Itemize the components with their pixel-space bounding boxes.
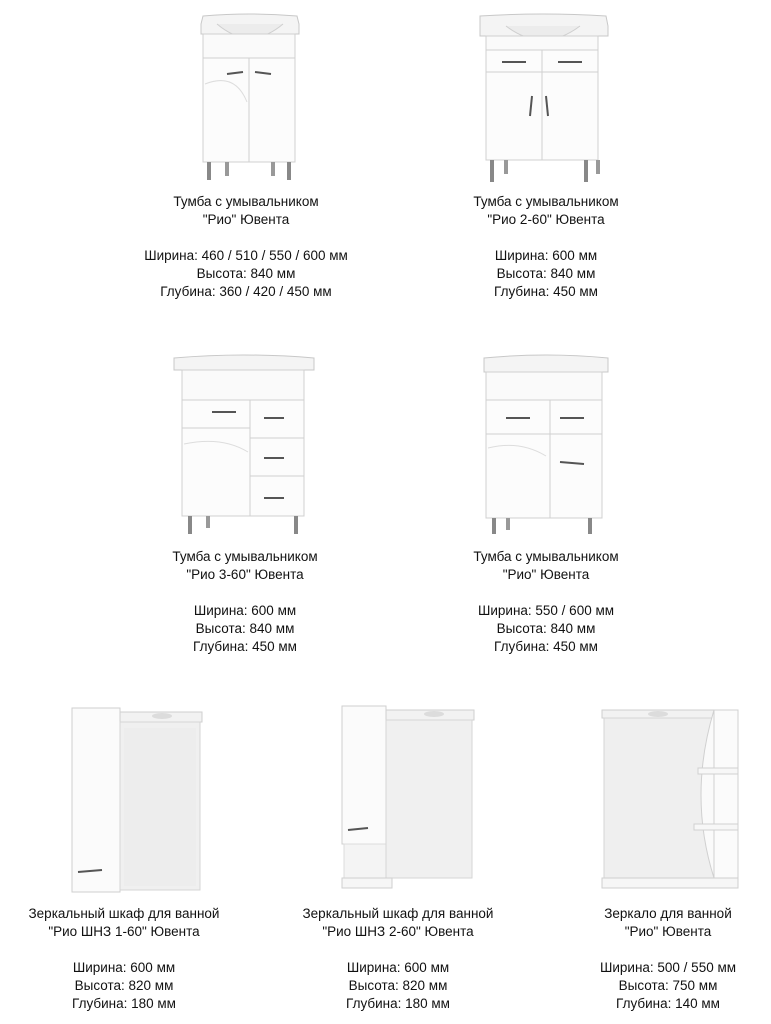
product-caption-6 <box>303 905 494 1013</box>
product-caption-5 <box>29 905 220 1013</box>
product-height: Высота: 840 мм <box>196 266 296 281</box>
product-height: Высота: 820 мм <box>74 978 174 993</box>
product-name-line2: "Рио 2-60" Ювента <box>487 212 605 227</box>
product-name-line1: Тумба с умывальником <box>473 549 619 564</box>
vanity-rio-3-60-image <box>172 352 317 537</box>
product-depth: Глубина: 140 мм <box>616 996 720 1011</box>
product-width: Ширина: 600 мм <box>494 248 598 263</box>
product-depth: Глубина: 360 / 420 / 450 мм <box>160 284 332 299</box>
product-depth: Глубина: 450 мм <box>494 639 598 654</box>
product-height: Высота: 750 мм <box>618 978 718 993</box>
product-caption-7 <box>600 905 736 1013</box>
product-name-line2: "Рио" Ювента <box>502 567 590 582</box>
product-name-line1: Зеркальный шкаф для ванной <box>28 906 220 921</box>
product-height: Высота: 840 мм <box>496 621 596 636</box>
product-width: Ширина: 500 / 550 мм <box>599 960 737 975</box>
product-depth: Глубина: 450 мм <box>193 639 297 654</box>
mirror-cabinet-shnz-2-60-image <box>338 706 478 892</box>
product-depth: Глубина: 180 мм <box>346 996 450 1011</box>
product-width: Ширина: 600 мм <box>193 603 297 618</box>
product-caption-4 <box>473 548 618 656</box>
product-caption-1 <box>144 193 348 301</box>
product-width: Ширина: 600 мм <box>346 960 450 975</box>
product-depth: Глубина: 180 мм <box>72 996 176 1011</box>
product-name-line2: "Рио" Ювента <box>202 212 290 227</box>
product-caption-2 <box>473 193 618 301</box>
product-caption-3 <box>172 548 317 656</box>
product-name-line2: "Рио ШНЗ 2-60" Ювента <box>322 924 474 939</box>
product-name-line1: Тумба с умывальником <box>172 549 318 564</box>
mirror-rio-image <box>598 706 744 892</box>
vanity-rio-drawers-image <box>480 352 612 537</box>
product-name-line2: "Рио" Ювента <box>624 924 712 939</box>
product-height: Высота: 840 мм <box>195 621 295 636</box>
product-width: Ширина: 600 мм <box>72 960 176 975</box>
product-name-line1: Тумба с умывальником <box>473 194 619 209</box>
mirror-cabinet-shnz-1-60-image <box>68 708 206 894</box>
product-name-line1: Тумба с умывальником <box>173 194 319 209</box>
product-depth: Глубина: 450 мм <box>494 284 598 299</box>
product-name-line2: "Рио 3-60" Ювента <box>186 567 304 582</box>
product-width: Ширина: 460 / 510 / 550 / 600 мм <box>144 248 348 263</box>
product-name-line1: Зеркало для ванной <box>604 906 732 921</box>
product-name-line2: "Рио ШНЗ 1-60" Ювента <box>48 924 200 939</box>
product-width: Ширина: 550 / 600 мм <box>477 603 615 618</box>
product-height: Высота: 840 мм <box>496 266 596 281</box>
product-name-line1: Зеркальный шкаф для ванной <box>302 906 494 921</box>
vanity-rio-2-60-image <box>476 12 611 190</box>
product-height: Высота: 820 мм <box>348 978 448 993</box>
vanity-rio-image <box>195 12 305 190</box>
